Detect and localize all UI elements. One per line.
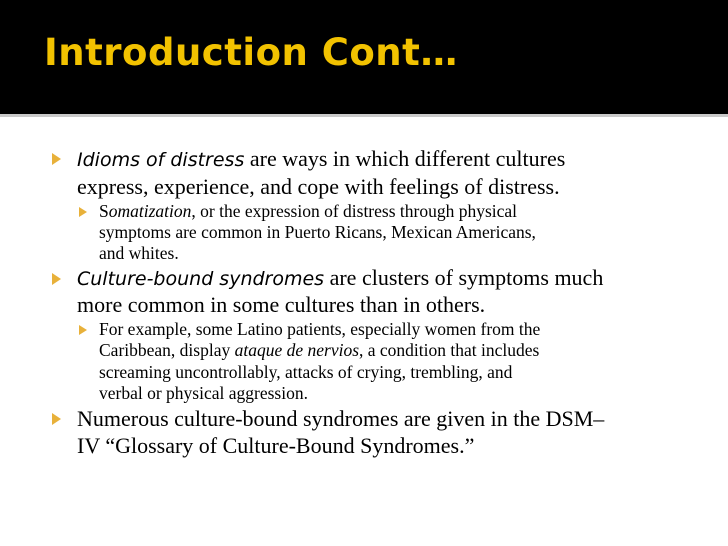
bullet-1-emphasis: Idioms of distress: [77, 149, 245, 171]
sub-bullet-1-line-3: and whites.: [99, 243, 179, 263]
sub-bullet-2-line-2: [99, 342, 539, 360]
bullet-2-emphasis: Culture-bound syndromes: [77, 268, 325, 290]
bullet-2-line-1: [77, 267, 603, 289]
bullet-1-text: are ways in which different cultures: [244, 146, 566, 171]
sub-bullet-2-line-3: screaming uncontrollably, attacks of crying, trembling, and: [99, 362, 513, 382]
sub-bullet-2-text: , a condition that includes: [359, 340, 540, 360]
sub-bullet-1-line-1: [99, 203, 517, 221]
bullet-2-line-2: more common in some cultures than in others.: [77, 292, 486, 317]
bullet-3-line-2: IV “Glossary of Culture-Bound Syndromes.”: [77, 433, 475, 458]
sub-bullet-1-italic: omatization: [108, 201, 192, 221]
triangle-bullet-icon: [79, 207, 87, 217]
triangle-bullet-icon: [52, 413, 61, 425]
sub-bullet-1-line-2: symptoms are common in Puerto Ricans, Mexican Americans,: [99, 222, 536, 242]
bullet-3-line-1: Numerous culture-bound syndromes are given in the DSM–: [77, 406, 605, 431]
slide-title: Introduction Cont…: [44, 31, 458, 74]
bullet-2-text: are clusters of symptoms much: [324, 265, 604, 290]
sub-bullet-1-text: , or the expression of distress through physical: [191, 201, 518, 221]
triangle-bullet-icon: [52, 153, 61, 165]
sub-bullet-1-prefix: S: [99, 201, 109, 221]
sub-bullet-2-line-1: For example, some Latino patients, especially women from the: [99, 319, 541, 339]
triangle-bullet-icon: [52, 273, 61, 285]
bullet-1-line-1: [77, 148, 565, 170]
bullet-1-line-2: express, experience, and cope with feelings of distress.: [77, 174, 560, 199]
triangle-bullet-icon: [79, 325, 87, 335]
sub-bullet-2-italic: ataque de nervios: [234, 340, 360, 360]
sub-bullet-2-prefix: Caribbean, display: [99, 340, 235, 360]
sub-bullet-2-line-4: verbal or physical aggression.: [99, 383, 308, 403]
